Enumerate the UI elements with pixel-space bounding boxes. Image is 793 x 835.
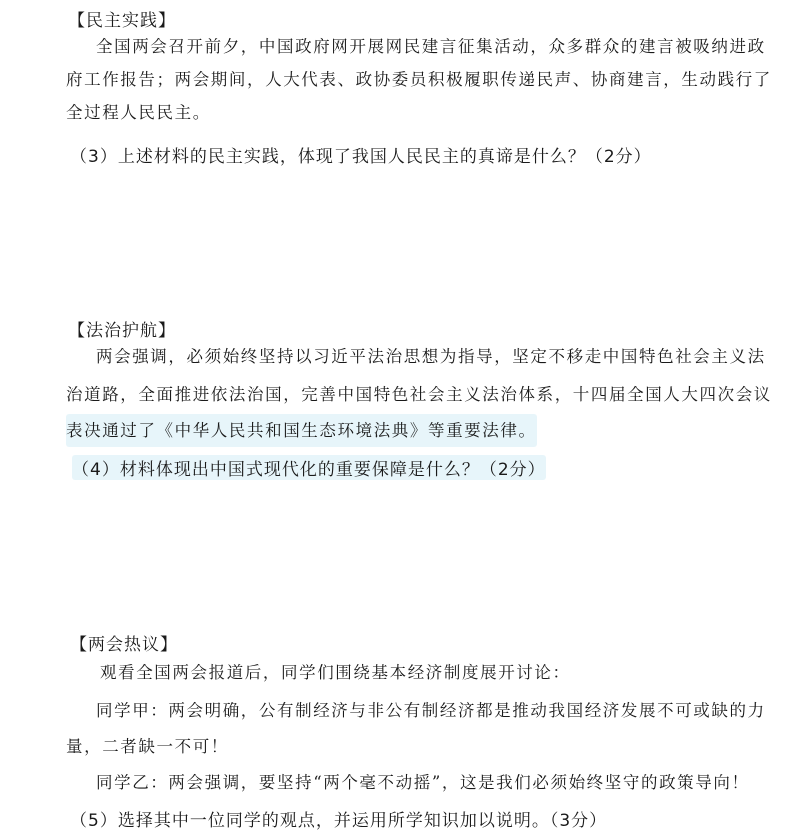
paragraph-line: 两会强调，必须始终坚持以习近平法治思想为指导，坚定不移走中国特色社会主义法	[96, 347, 766, 366]
paragraph-line: 府工作报告；两会期间，人大代表、政协委员积极履职传递民声、协商建言，生动践行了	[66, 70, 772, 89]
paragraph-line: 全过程人民民主。	[66, 103, 211, 122]
paragraph-line: 表决通过了《中华人民共和国生态环境法典》等重要法律。	[66, 414, 537, 447]
question-5: （5）选择其中一位同学的观点，并运用所学知识加以说明。（3分）	[70, 811, 608, 831]
student-a-line: 同学甲：两会明确，公有制经济与非公有制经济都是推动我国经济发展不可或缺的力	[96, 701, 766, 720]
section-heading-democracy: 【民主实践】	[68, 11, 176, 31]
paragraph-line: 全国两会召开前夕，中国政府网开展网民建言征集活动，众多群众的建言被吸纳进政	[96, 37, 766, 56]
question-4: （4）材料体现出中国式现代化的重要保障是什么？（2分）	[72, 455, 546, 480]
section-heading-discussion: 【两会热议】	[70, 635, 178, 655]
paragraph-line: 治道路，全面推进依法治国，完善中国特色社会主义法治体系，十四届全国人大四次会议	[66, 385, 772, 404]
section-heading-rule-of-law: 【法治护航】	[68, 321, 176, 341]
student-a-line: 量，二者缺一不可！	[66, 737, 229, 756]
question-3: （3）上述材料的民主实践，体现了我国人民民主的真谛是什么？（2分）	[70, 147, 652, 167]
student-b-line: 同学乙：两会强调，要坚持“两个毫不动摇”，这是我们必须始终坚守的政策导向！	[96, 773, 750, 792]
paragraph-line: 观看全国两会报道后，同学们围绕基本经济制度展开讨论：	[100, 663, 571, 682]
